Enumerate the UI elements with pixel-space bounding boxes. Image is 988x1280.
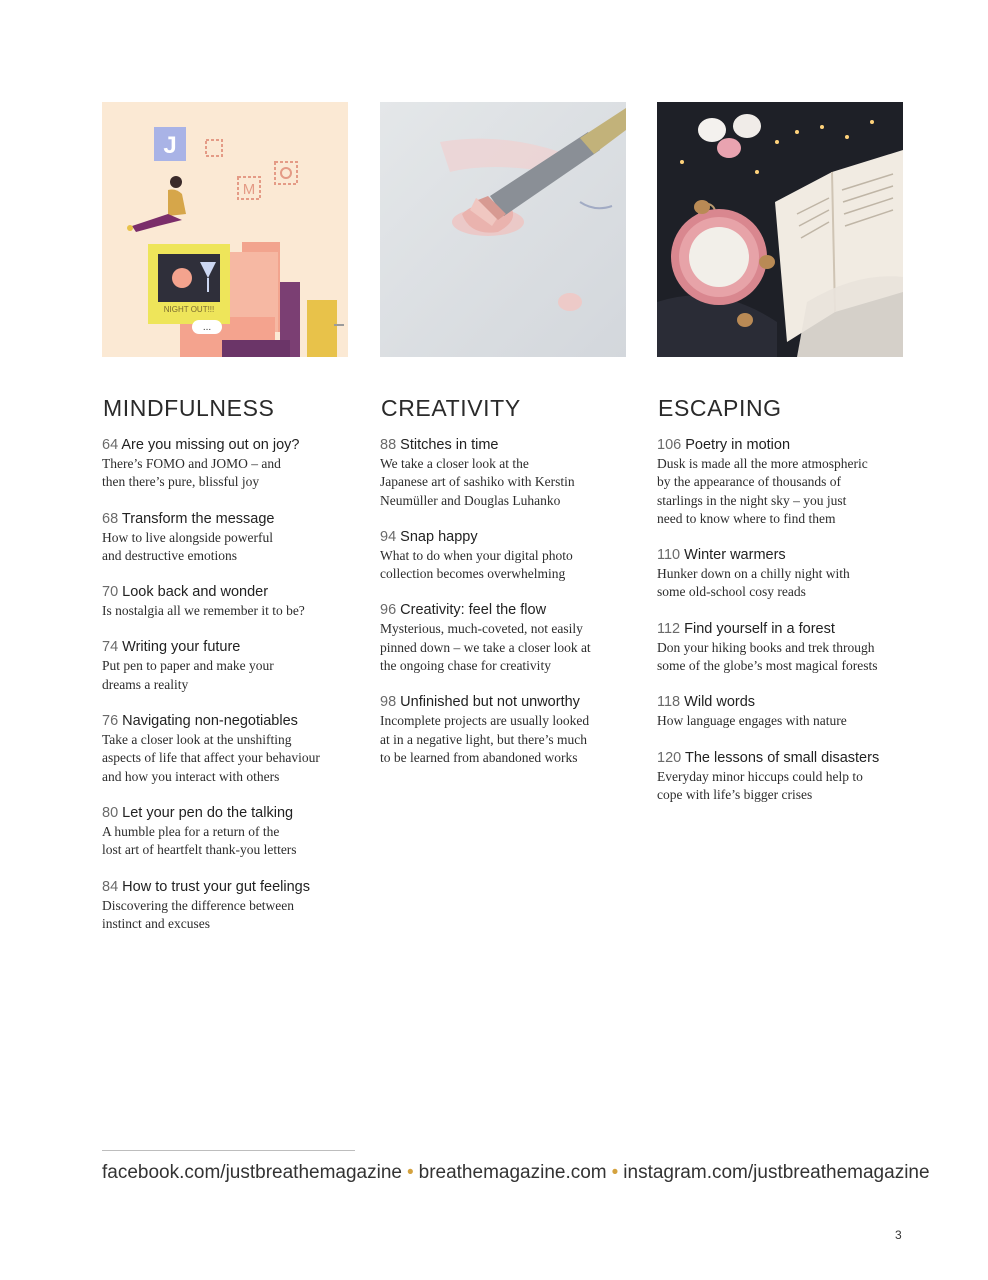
article-title-text: Find yourself in a forest <box>684 620 835 637</box>
description-line: How language engages with nature <box>657 713 847 729</box>
article-item[interactable] <box>657 436 904 528</box>
article-title <box>380 436 627 455</box>
article-description <box>657 565 904 602</box>
article-title <box>102 712 349 731</box>
description-line: collection becomes overwhelming <box>380 566 566 582</box>
description-line: to be learned from abandoned works <box>380 749 578 765</box>
article-title-text: The lessons of small disasters <box>684 749 880 766</box>
article-description <box>380 455 627 510</box>
article-item[interactable] <box>102 804 349 860</box>
article-item[interactable] <box>380 436 627 510</box>
book-and-candles-photo-icon <box>657 102 903 357</box>
article-title-text: Navigating non-negotiables <box>122 713 298 730</box>
book-and-candles-photo <box>657 102 903 357</box>
article-title-text: How to trust your gut feelings <box>122 878 310 895</box>
mindfulness-illustration-icon <box>102 102 348 357</box>
page-number-ref: 110 <box>657 547 681 564</box>
page-number-ref: 64 <box>102 437 119 453</box>
separator-dot: • <box>611 1162 619 1183</box>
letter-m: M <box>242 181 256 198</box>
article-description <box>102 823 349 860</box>
page-number-ref: 84 <box>102 878 119 895</box>
article-item[interactable] <box>380 528 627 584</box>
article-item[interactable] <box>380 601 627 675</box>
description-line: some old-school cosy reads <box>657 584 806 600</box>
description-line: dreams a reality <box>102 676 189 692</box>
section-heading: MINDFULNESS <box>103 395 275 421</box>
article-item[interactable] <box>657 620 904 676</box>
description-line: Everyday minor hiccups could help to <box>657 768 863 784</box>
description-line: instinct and excuses <box>102 915 210 931</box>
paintbrush-photo <box>380 102 626 357</box>
article-item[interactable] <box>102 583 349 620</box>
description-line: Incomplete projects are usually looked <box>380 713 590 729</box>
page-number-ref: 112 <box>657 620 681 637</box>
article-title-text: Creativity: feel the flow <box>400 602 547 619</box>
article-title-text: Writing your future <box>122 639 241 656</box>
instagram-link[interactable]: instagram.com/justbreathemagazine <box>623 1162 930 1183</box>
article-description <box>102 657 349 694</box>
description-line: We take a closer look at the <box>380 456 529 471</box>
footer-divider <box>102 1150 355 1151</box>
article-list <box>380 436 627 767</box>
article-item[interactable] <box>102 638 349 694</box>
article-title-text: Are you missing out on joy? <box>121 437 300 453</box>
page-number-ref: 68 <box>102 510 119 527</box>
facebook-link[interactable]: facebook.com/justbreathemagazine <box>102 1162 402 1183</box>
page-number-ref: 70 <box>102 584 119 601</box>
article-title <box>102 436 349 455</box>
section-heading: CREATIVITY <box>381 395 521 421</box>
page-number-ref: 98 <box>380 694 397 711</box>
description-line: Japanese art of sashiko with Kerstin <box>380 474 575 490</box>
article-title <box>102 804 349 823</box>
column-creativity <box>380 102 627 785</box>
article-title-text: Unfinished but not unworthy <box>400 694 580 711</box>
description-line: Dusk is made all the more atmospheric <box>657 456 868 471</box>
article-item[interactable] <box>380 693 627 767</box>
description-line: Take a closer look at the unshifting <box>102 732 292 748</box>
description-line: and how you interact with others <box>102 768 280 784</box>
page-number-ref: 88 <box>380 437 397 453</box>
article-title <box>380 528 627 547</box>
description-line: What to do when your digital photo <box>380 547 573 563</box>
article-description <box>657 768 904 805</box>
article-list <box>102 436 349 933</box>
article-title <box>657 436 904 455</box>
page-number-ref: 94 <box>380 528 397 545</box>
website-link[interactable]: breathemagazine.com <box>418 1162 607 1183</box>
article-item[interactable] <box>657 693 904 730</box>
page-number: 3 <box>895 1228 902 1242</box>
article-item[interactable] <box>102 878 349 934</box>
description-line: the ongoing chase for creativity <box>380 658 551 674</box>
letter-j: J <box>163 132 177 159</box>
paintbrush-photo-icon <box>380 102 626 357</box>
description-line: and destructive emotions <box>102 547 237 563</box>
description-line: pinned down – we take a closer look at <box>380 639 591 655</box>
description-line: Hunker down on a chilly night with <box>657 566 850 582</box>
article-title <box>380 601 627 620</box>
article-title-text: Winter warmers <box>684 547 786 564</box>
footer-links <box>102 1160 930 1186</box>
article-description <box>380 620 627 675</box>
article-item[interactable] <box>102 436 349 492</box>
page-number-ref: 74 <box>102 639 119 656</box>
article-description <box>380 712 627 767</box>
article-title <box>657 546 904 565</box>
article-description <box>657 455 904 528</box>
article-title <box>102 510 349 529</box>
article-description <box>657 712 904 730</box>
page-number-ref: 120 <box>657 749 682 766</box>
article-title <box>102 638 349 657</box>
description-line: starlings in the night sky – you just <box>657 492 847 508</box>
page-number-ref: 76 <box>102 713 119 730</box>
page-number-ref: 106 <box>657 437 682 453</box>
description-line: Put pen to paper and make your <box>102 658 274 674</box>
article-title <box>102 583 349 602</box>
description-line: Is nostalgia all we remember it to be? <box>102 603 305 619</box>
description-line: Neumüller and Douglas Luhanko <box>380 492 561 508</box>
description-line: A humble plea for a return of the <box>102 823 280 839</box>
night-out-label: NIGHT OUT!!! <box>163 305 215 314</box>
article-title-text: Wild words <box>684 694 756 711</box>
column-escaping <box>657 102 904 822</box>
page-number-ref: 80 <box>102 804 119 821</box>
description-line: How to live alongside powerful <box>102 529 273 545</box>
article-item[interactable] <box>657 546 904 602</box>
article-title <box>102 878 349 897</box>
article-description <box>380 547 627 584</box>
description-line: Don your hiking books and trek through <box>657 639 875 655</box>
description-line: cope with life’s bigger crises <box>657 786 813 802</box>
page-number-ref: 118 <box>657 694 681 711</box>
description-line: lost art of heartfelt thank-you letters <box>102 842 297 858</box>
article-title <box>380 693 627 712</box>
article-title-text: Look back and wonder <box>122 584 269 601</box>
article-title-text: Snap happy <box>400 528 478 545</box>
article-description <box>657 639 904 676</box>
article-item[interactable] <box>657 749 904 805</box>
article-description <box>102 455 349 492</box>
description-line: Discovering the difference between <box>102 897 295 913</box>
page-number-ref: 96 <box>380 602 397 619</box>
separator-dot: • <box>406 1162 414 1183</box>
description-line: Mysterious, much-coveted, not easily <box>380 621 583 637</box>
column-mindfulness <box>102 102 349 951</box>
article-list <box>657 436 904 804</box>
description-line: There’s FOMO and JOMO – and <box>102 456 281 471</box>
description-line: by the appearance of thousands of <box>657 474 842 490</box>
article-description <box>102 602 349 620</box>
article-title-text: Let your pen do the talking <box>122 804 294 821</box>
description-line: then there’s pure, blissful joy <box>102 474 260 490</box>
article-description <box>102 731 349 786</box>
description-line: at in a negative light, but there’s much <box>380 731 587 747</box>
section-heading: ESCAPING <box>658 395 782 421</box>
article-title-text: Stitches in time <box>400 437 499 453</box>
article-title <box>657 749 904 768</box>
description-line: aspects of life that affect your behaviour <box>102 750 320 766</box>
article-description <box>102 529 349 566</box>
speech-dots: ... <box>202 322 212 333</box>
article-title-text: Transform the message <box>121 510 275 527</box>
article-item[interactable] <box>102 510 349 566</box>
description-line: some of the globe’s most magical forests <box>657 658 878 674</box>
mindfulness-illustration <box>102 102 348 357</box>
article-description <box>102 897 349 934</box>
article-title <box>657 620 904 639</box>
description-line: need to know where to find them <box>657 510 836 526</box>
article-title <box>657 693 904 712</box>
article-item[interactable] <box>102 712 349 786</box>
article-title-text: Poetry in motion <box>685 437 791 453</box>
